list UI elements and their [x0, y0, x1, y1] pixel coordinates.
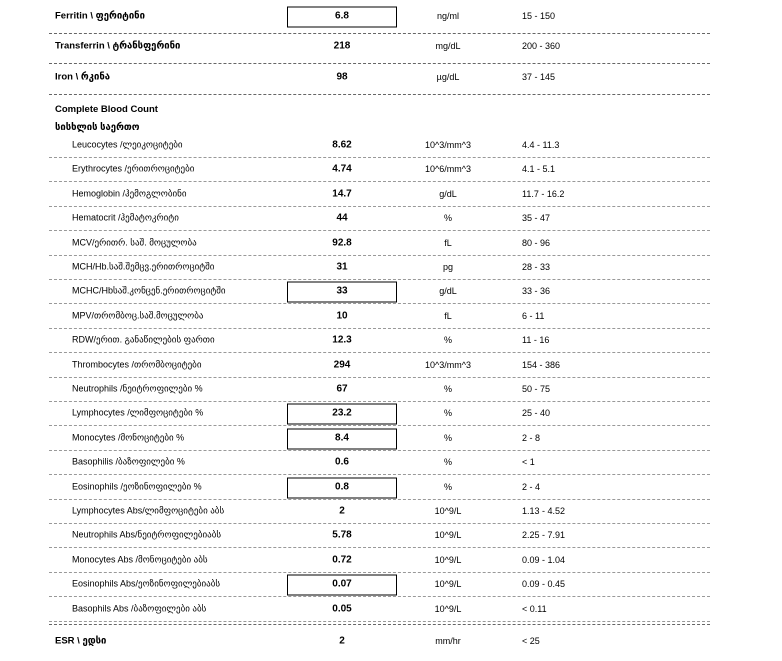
- test-unit: fL: [444, 237, 452, 248]
- test-unit: %: [443, 457, 452, 468]
- test-unit: %: [443, 213, 452, 224]
- test-value-flagged: 0.07: [287, 579, 397, 590]
- test-name: Hemoglobin /ჰემოგლობინი: [72, 188, 187, 199]
- lab-row: [0, 206, 782, 230]
- reference-range: 200 - 360: [522, 41, 561, 51]
- test-name: Eosinophils Abs/ეოზინოფილებიაბს: [72, 578, 221, 589]
- test-name: Thrombocytes /თრომბოციტები: [72, 359, 202, 370]
- test-name: MCHC/Hbსაშ.კონცენ.ერითროციტში: [72, 285, 226, 296]
- test-value-flagged: 33: [287, 286, 397, 297]
- lab-row: [0, 475, 782, 499]
- reference-range: 2 - 8: [522, 432, 541, 443]
- test-unit: 10^9/L: [434, 603, 462, 614]
- reference-range: < 0.11: [522, 603, 547, 614]
- test-unit: 10^9/L: [434, 530, 462, 541]
- row-divider: [49, 621, 710, 622]
- test-value: 14.7: [332, 188, 352, 200]
- lab-row: [0, 450, 782, 474]
- section-title-georgian: სისხლის საერთო: [55, 122, 140, 133]
- test-name: Eosinophils /ეოზინოფილები %: [72, 481, 202, 492]
- reference-range: 11.7 - 16.2: [522, 188, 565, 199]
- lab-row: [0, 548, 782, 572]
- test-name: Transferrin \ ტრანსფერინი: [55, 40, 181, 52]
- lab-row: [0, 182, 782, 206]
- test-value: 67: [336, 383, 348, 395]
- test-unit: g/dL: [439, 286, 457, 297]
- test-unit: %: [443, 335, 452, 346]
- reference-range: < 1: [522, 457, 535, 468]
- test-name: Lymphocytes /ლიმფოციტები %: [72, 407, 204, 418]
- lab-row: [0, 523, 782, 547]
- test-value: 0.72: [332, 554, 352, 566]
- test-unit: 10^9/L: [434, 579, 462, 590]
- test-value: 5.78: [332, 529, 352, 541]
- reference-range: 35 - 47: [522, 213, 551, 224]
- test-name: MCV/ერითრ. საშ. მოცულობა: [72, 237, 197, 248]
- test-unit: 10^9/L: [434, 506, 462, 516]
- test-unit: %: [443, 432, 452, 443]
- lab-row: [0, 377, 782, 401]
- test-unit: mg/dL: [435, 41, 461, 51]
- test-value: 8.62: [332, 139, 352, 151]
- test-name: ESR \ ედსი: [55, 635, 107, 647]
- test-value-flagged: 8.4: [287, 432, 397, 443]
- test-unit: 10^3/mm^3: [425, 359, 471, 370]
- test-name: Leucocytes /ლეიკოციტები: [72, 139, 183, 150]
- test-name: Neutrophils /ნეიტროფილები %: [72, 383, 203, 394]
- lab-row: [0, 401, 782, 425]
- reference-range: 154 - 386: [522, 359, 561, 370]
- test-name: Monocytes /მონოციტები %: [72, 432, 185, 443]
- lab-row: [0, 328, 782, 352]
- lab-row: [0, 426, 782, 450]
- test-value: 31: [336, 261, 348, 273]
- test-unit: 10^3/mm^3: [425, 140, 471, 150]
- lab-row: [0, 572, 782, 596]
- test-name: Monocytes Abs /მონოციტები აბს: [72, 554, 208, 565]
- test-value: 98: [336, 71, 348, 83]
- test-value: 4.74: [332, 163, 352, 175]
- test-name: Erythrocytes /ერითროციტები: [72, 163, 195, 174]
- lab-row: [0, 231, 782, 255]
- lab-row-esr: [0, 629, 782, 653]
- test-name: Basophils Abs /ბაზოფილები აბს: [72, 603, 207, 614]
- test-value: 2: [339, 635, 345, 647]
- reference-range: 4.1 - 5.1: [522, 164, 556, 175]
- reference-range: 0.09 - 0.45: [522, 579, 566, 590]
- reference-range: 6 - 11: [522, 310, 545, 321]
- test-unit: %: [443, 384, 452, 394]
- test-name: Hematocrit /ჰემატოკრიტი: [72, 212, 179, 223]
- test-unit: ng/ml: [436, 11, 459, 21]
- lab-row: [0, 499, 782, 523]
- test-value-flagged: 0.8: [287, 481, 397, 492]
- test-name: Neutrophils Abs/ნეიტროფილებიაბს: [72, 529, 222, 540]
- lab-row-iron: [0, 65, 782, 89]
- lab-row: [0, 279, 782, 303]
- test-value: 294: [333, 359, 351, 371]
- test-value-flagged: 6.8: [287, 11, 397, 22]
- test-value: 92.8: [332, 237, 352, 249]
- test-name: MPV/თრომბოც.საშ.მოცულობა: [72, 310, 204, 321]
- lab-row-ferritin: [0, 4, 782, 28]
- test-unit: mm/hr: [435, 636, 461, 646]
- test-unit: 10^9/L: [434, 554, 462, 565]
- reference-range: 0.09 - 1.04: [522, 554, 566, 565]
- reference-range: 80 - 96: [522, 237, 551, 248]
- test-name: Basophilis /ბაზოფილები %: [72, 456, 185, 467]
- test-value: 12.3: [332, 334, 352, 346]
- test-unit: fL: [444, 310, 452, 321]
- lab-row: [0, 255, 782, 279]
- test-name: Lymphocytes Abs/ლიმფოციტები აბს: [72, 505, 225, 516]
- test-unit: %: [443, 481, 452, 492]
- test-name: Ferritin \ ფერიტინი: [55, 10, 145, 22]
- test-value: 2: [339, 505, 345, 517]
- section-title: Complete Blood Count: [55, 104, 158, 115]
- reference-range: < 25: [522, 636, 540, 646]
- test-unit: 10^6/mm^3: [425, 164, 471, 175]
- reference-range: 28 - 33: [522, 262, 551, 272]
- section-divider: [49, 624, 710, 625]
- reference-range: 15 - 150: [522, 11, 556, 21]
- reference-range: 1.13 - 4.52: [522, 506, 566, 516]
- reference-range: 33 - 36: [522, 286, 551, 297]
- test-name: MCH/Hb.საშ.შემცვ.ერითროციტში: [72, 261, 215, 272]
- lab-row: [0, 304, 782, 328]
- reference-range: 37 - 145: [522, 72, 556, 82]
- test-unit: g/dL: [439, 188, 457, 199]
- test-value: 218: [333, 40, 351, 52]
- test-unit: %: [443, 408, 452, 419]
- lab-row-transferrin: [0, 34, 782, 58]
- lab-row: [0, 133, 782, 157]
- lab-row: [0, 597, 782, 621]
- test-value-flagged: 23.2: [287, 408, 397, 419]
- test-unit: pg: [442, 262, 453, 272]
- reference-range: 2 - 4: [522, 481, 541, 492]
- reference-range: 25 - 40: [522, 408, 551, 419]
- test-value: 10: [336, 310, 348, 322]
- row-divider: [49, 94, 710, 95]
- test-name: Iron \ რკინა: [55, 71, 110, 83]
- test-name: RDW/ერით. განაწილების ფართი: [72, 334, 215, 345]
- row-divider: [49, 63, 710, 64]
- reference-range: 50 - 75: [522, 384, 551, 394]
- lab-row: [0, 157, 782, 181]
- test-value: 0.05: [332, 603, 352, 615]
- reference-range: 4.4 - 11.3: [522, 140, 560, 150]
- lab-row: [0, 353, 782, 377]
- test-value: 0.6: [335, 456, 349, 468]
- test-unit: µg/dL: [436, 72, 460, 82]
- reference-range: 2.25 - 7.91: [522, 530, 566, 541]
- reference-range: 11 - 16: [522, 335, 550, 346]
- test-value: 44: [336, 212, 348, 224]
